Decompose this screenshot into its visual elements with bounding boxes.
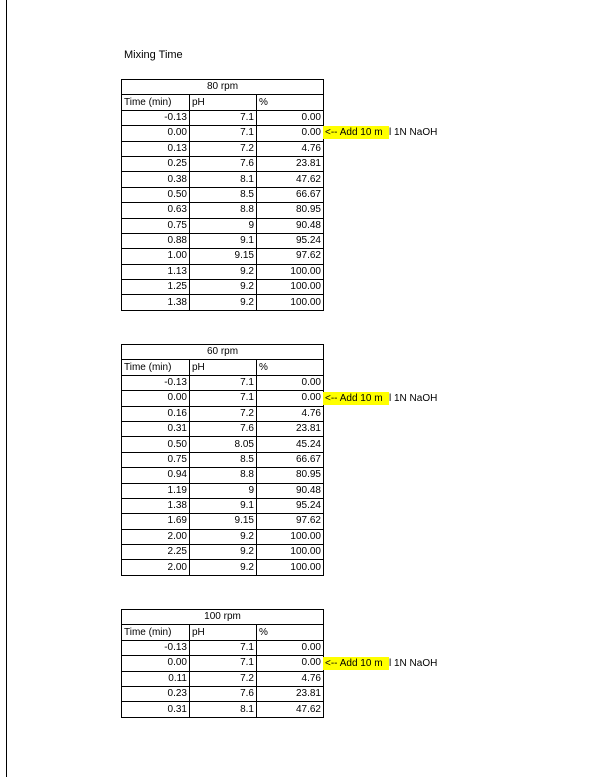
time-cell: 0.31: [122, 421, 190, 436]
time-cell: 0.38: [122, 172, 190, 187]
percent-cell: 66.67: [257, 452, 324, 467]
percent-cell: 23.81: [257, 156, 324, 171]
percent-cell: 100.00: [257, 545, 324, 560]
header-percent: %: [257, 625, 324, 640]
table-row: [122, 249, 324, 264]
percent-cell: 90.48: [257, 483, 324, 498]
table-row: [122, 498, 324, 513]
percent-cell: 4.76: [257, 406, 324, 421]
ph-cell: 9.2: [190, 545, 257, 560]
time-cell: 0.75: [122, 218, 190, 233]
data-table: [121, 609, 324, 718]
table-row: [122, 391, 324, 406]
data-table: [121, 79, 324, 311]
header-ph: pH: [190, 625, 257, 640]
header-percent: %: [257, 95, 324, 110]
ph-cell: 9.2: [190, 280, 257, 295]
percent-cell: 4.76: [257, 141, 324, 156]
ph-cell: 9.15: [190, 249, 257, 264]
time-cell: 0.31: [122, 702, 190, 717]
table-header-row: [122, 360, 324, 375]
note-text: l 1N NaOH: [389, 127, 438, 138]
ph-cell: 9.1: [190, 233, 257, 248]
percent-cell: 100.00: [257, 280, 324, 295]
note-highlight: <-- Add 10 m: [323, 657, 389, 670]
rpm-title: 100 rpm: [122, 610, 324, 625]
table-row: [122, 686, 324, 701]
table-row: [122, 295, 324, 310]
percent-cell: 0.00: [257, 656, 324, 671]
time-cell: 1.13: [122, 264, 190, 279]
ph-cell: 7.1: [190, 375, 257, 390]
time-cell: 0.00: [122, 656, 190, 671]
time-cell: -0.13: [122, 375, 190, 390]
percent-cell: 97.62: [257, 249, 324, 264]
time-cell: 1.38: [122, 498, 190, 513]
table-row: [122, 203, 324, 218]
rpm-title: 60 rpm: [122, 345, 324, 360]
percent-cell: 100.00: [257, 529, 324, 544]
table-row: [122, 656, 324, 671]
table-60-rpm: [121, 344, 324, 576]
table-row: [122, 218, 324, 233]
percent-cell: 23.81: [257, 686, 324, 701]
ph-cell: 9: [190, 218, 257, 233]
data-table: [121, 344, 324, 576]
note-highlight: <-- Add 10 m: [323, 392, 389, 405]
table-row: [122, 452, 324, 467]
ph-cell: 7.1: [190, 126, 257, 141]
time-cell: 1.25: [122, 280, 190, 295]
table-row: [122, 468, 324, 483]
table-row: [122, 529, 324, 544]
time-cell: 1.69: [122, 514, 190, 529]
percent-cell: 0.00: [257, 126, 324, 141]
ph-cell: 8.5: [190, 187, 257, 202]
time-cell: 1.19: [122, 483, 190, 498]
percent-cell: 23.81: [257, 421, 324, 436]
time-cell: 2.25: [122, 545, 190, 560]
time-cell: 0.00: [122, 391, 190, 406]
time-cell: 1.00: [122, 249, 190, 264]
percent-cell: 47.62: [257, 172, 324, 187]
table-80-rpm: [121, 79, 324, 311]
header-time: Time (min): [122, 95, 190, 110]
header-ph: pH: [190, 360, 257, 375]
naoh-note: [323, 126, 437, 141]
rpm-title: 80 rpm: [122, 80, 324, 95]
percent-cell: 95.24: [257, 498, 324, 513]
time-cell: 0.75: [122, 452, 190, 467]
ph-cell: 7.1: [190, 391, 257, 406]
percent-cell: 100.00: [257, 560, 324, 575]
header-percent: %: [257, 360, 324, 375]
table-header-row: [122, 95, 324, 110]
time-cell: 0.25: [122, 156, 190, 171]
header-time: Time (min): [122, 360, 190, 375]
table-100-rpm: [121, 609, 324, 718]
ph-cell: 8.8: [190, 468, 257, 483]
ph-cell: 7.6: [190, 421, 257, 436]
ph-cell: 9.2: [190, 295, 257, 310]
time-cell: 0.50: [122, 437, 190, 452]
ph-cell: 9.1: [190, 498, 257, 513]
ph-cell: 9.15: [190, 514, 257, 529]
percent-cell: 0.00: [257, 110, 324, 125]
table-row: [122, 545, 324, 560]
table-row: [122, 437, 324, 452]
table-row: [122, 514, 324, 529]
note-text: l 1N NaOH: [389, 658, 438, 669]
table-title-row: [122, 80, 324, 95]
ph-cell: 8.1: [190, 702, 257, 717]
percent-cell: 90.48: [257, 218, 324, 233]
ph-cell: 9.2: [190, 529, 257, 544]
table-row: [122, 141, 324, 156]
time-cell: 0.00: [122, 126, 190, 141]
table-row: [122, 280, 324, 295]
table-row: [122, 702, 324, 717]
ph-cell: 9.2: [190, 264, 257, 279]
ph-cell: 7.1: [190, 656, 257, 671]
ph-cell: 8.05: [190, 437, 257, 452]
ph-cell: 9: [190, 483, 257, 498]
time-cell: -0.13: [122, 110, 190, 125]
table-row: [122, 172, 324, 187]
header-time: Time (min): [122, 625, 190, 640]
percent-cell: 80.95: [257, 203, 324, 218]
percent-cell: 4.76: [257, 671, 324, 686]
ph-cell: 8.5: [190, 452, 257, 467]
table-title-row: [122, 345, 324, 360]
ph-cell: 7.1: [190, 640, 257, 655]
table-row: [122, 421, 324, 436]
time-cell: 0.94: [122, 468, 190, 483]
ph-cell: 7.1: [190, 110, 257, 125]
percent-cell: 0.00: [257, 640, 324, 655]
time-cell: 0.16: [122, 406, 190, 421]
table-row: [122, 640, 324, 655]
time-cell: 0.13: [122, 141, 190, 156]
time-cell: 0.11: [122, 671, 190, 686]
document-title: Mixing Time: [124, 49, 183, 61]
time-cell: 2.00: [122, 560, 190, 575]
table-row: [122, 406, 324, 421]
time-cell: 2.00: [122, 529, 190, 544]
table-row: [122, 671, 324, 686]
table-row: [122, 264, 324, 279]
percent-cell: 47.62: [257, 702, 324, 717]
percent-cell: 95.24: [257, 233, 324, 248]
page-left-border: [6, 0, 7, 777]
note-text: l 1N NaOH: [389, 393, 438, 404]
percent-cell: 0.00: [257, 375, 324, 390]
ph-cell: 9.2: [190, 560, 257, 575]
table-row: [122, 156, 324, 171]
percent-cell: 100.00: [257, 295, 324, 310]
header-ph: pH: [190, 95, 257, 110]
table-row: [122, 126, 324, 141]
ph-cell: 7.6: [190, 686, 257, 701]
ph-cell: 7.2: [190, 141, 257, 156]
percent-cell: 80.95: [257, 468, 324, 483]
time-cell: 0.88: [122, 233, 190, 248]
naoh-note: [323, 657, 437, 672]
note-highlight: <-- Add 10 m: [323, 126, 389, 139]
table-row: [122, 375, 324, 390]
table-title-row: [122, 610, 324, 625]
ph-cell: 8.1: [190, 172, 257, 187]
time-cell: 0.23: [122, 686, 190, 701]
ph-cell: 7.6: [190, 156, 257, 171]
time-cell: 0.63: [122, 203, 190, 218]
percent-cell: 100.00: [257, 264, 324, 279]
time-cell: 0.50: [122, 187, 190, 202]
percent-cell: 97.62: [257, 514, 324, 529]
ph-cell: 8.8: [190, 203, 257, 218]
table-header-row: [122, 625, 324, 640]
table-row: [122, 110, 324, 125]
time-cell: -0.13: [122, 640, 190, 655]
table-row: [122, 483, 324, 498]
ph-cell: 7.2: [190, 671, 257, 686]
table-row: [122, 187, 324, 202]
table-row: [122, 233, 324, 248]
time-cell: 1.38: [122, 295, 190, 310]
ph-cell: 7.2: [190, 406, 257, 421]
percent-cell: 0.00: [257, 391, 324, 406]
table-row: [122, 560, 324, 575]
naoh-note: [323, 392, 437, 407]
percent-cell: 66.67: [257, 187, 324, 202]
percent-cell: 45.24: [257, 437, 324, 452]
